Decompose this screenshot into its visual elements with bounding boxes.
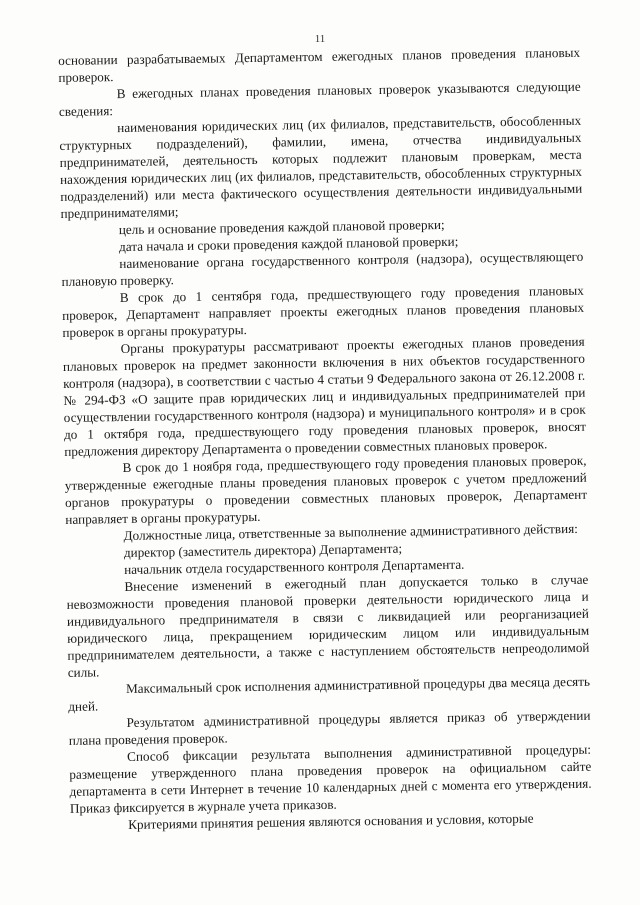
list-item: директор (заместитель директора) Департамента;: [123, 540, 403, 561]
list-item: цель и основание проведения каждой плановой проверки;: [118, 216, 445, 238]
list-item: наименование органа государственного контроля (надзора), осуществляющего плановую проверку.: [61, 248, 584, 289]
paragraph: Критериями принятия решения являются основания и условия, которые: [128, 810, 534, 832]
paragraph: основании разрабатываемых Департаментом ежегодных планов проведения плановых проверок.: [58, 44, 581, 85]
paragraph: В срок до 1 сентября года, предшествующего году проведения плановых проверок, Департамент направляет проекты ежегодных планов проведения плановых проверок в органы прокуратуры.: [62, 282, 585, 340]
paragraph: Максимальный срок исполнения административной процедуры два месяца десять дней.: [68, 673, 591, 714]
list-item: наименования юридических лиц (их филиалов, представительств, обособленных структурных подразделений), фамилии, имена, отчества индивидуальных предпринимателей, деятельность которых подлежит плановым проверкам, места нахождения юридических лиц (их филиалов, представительств, обособленных структурных подразделений) или места фактического осуществления деятельности индивидуальными предпринимателями;: [59, 112, 583, 221]
paragraph: Должностные лица, ответственные за выполнение административного действия:: [123, 520, 579, 544]
paragraph: В срок до 1 ноября года, предшествующего году проведения плановых проверок, утвержденные ежегодные планы проведения плановых проверок с учетом предложений органов прокуратуры о проведении совместных плановых проверок, Департамент направляет в органы прокуратуры.: [64, 452, 588, 527]
page-number: 11: [314, 33, 326, 45]
document-body: [58, 44, 592, 834]
paragraph: Способ фиксации результата выполнения административной процедуры: размещение утвержденного плана проведения проверок на официальном сайте департамента в сети Интернет в течение 10 календарных дней с момента его утверждения. Приказ фиксируется в журнале учета приказов.: [69, 741, 592, 816]
paragraph: Органы прокуратуры рассматривают проекты ежегодных планов проведения плановых проверок на предмет законности включения в них объектов государственного контроля (надзора), в соответствии с частью 4 статьи 9 Федерального закона от 26.12.2008 г. № 294-ФЗ «О защите прав юридических лиц и индивидуальных предпринимателей при осуществлении государственного контроля (надзора) и муниципального контроля» и в срок до 1 октября года, предшествующего году проведения плановых проверок, вносят предложения директору Департамента о проведении совместных плановых проверок.: [62, 333, 587, 459]
paragraph: В ежегодных планах проведения плановых проверок указываются следующие сведения:: [58, 78, 581, 119]
list-item: начальник отдела государственного контроля Департамента.: [124, 556, 465, 578]
list-item: дата начала и сроки проведения каждой плановой проверки;: [118, 233, 459, 255]
paragraph: Результатом административной процедуры является приказ об утверждении плана проведения проверок.: [68, 707, 591, 748]
paragraph: Внесение изменений в ежегодный план допускается только в случае невозможности проведения плановой проверки деятельности юридического лица и индивидуального предпринимателя в связи с ликвидацией или реорганизацией юридического лица, прекращением юридическим лицом или индивидуальным предпринимателем деятельности, а также с наступлением обстоятельств непреодолимой силы.: [66, 571, 590, 680]
